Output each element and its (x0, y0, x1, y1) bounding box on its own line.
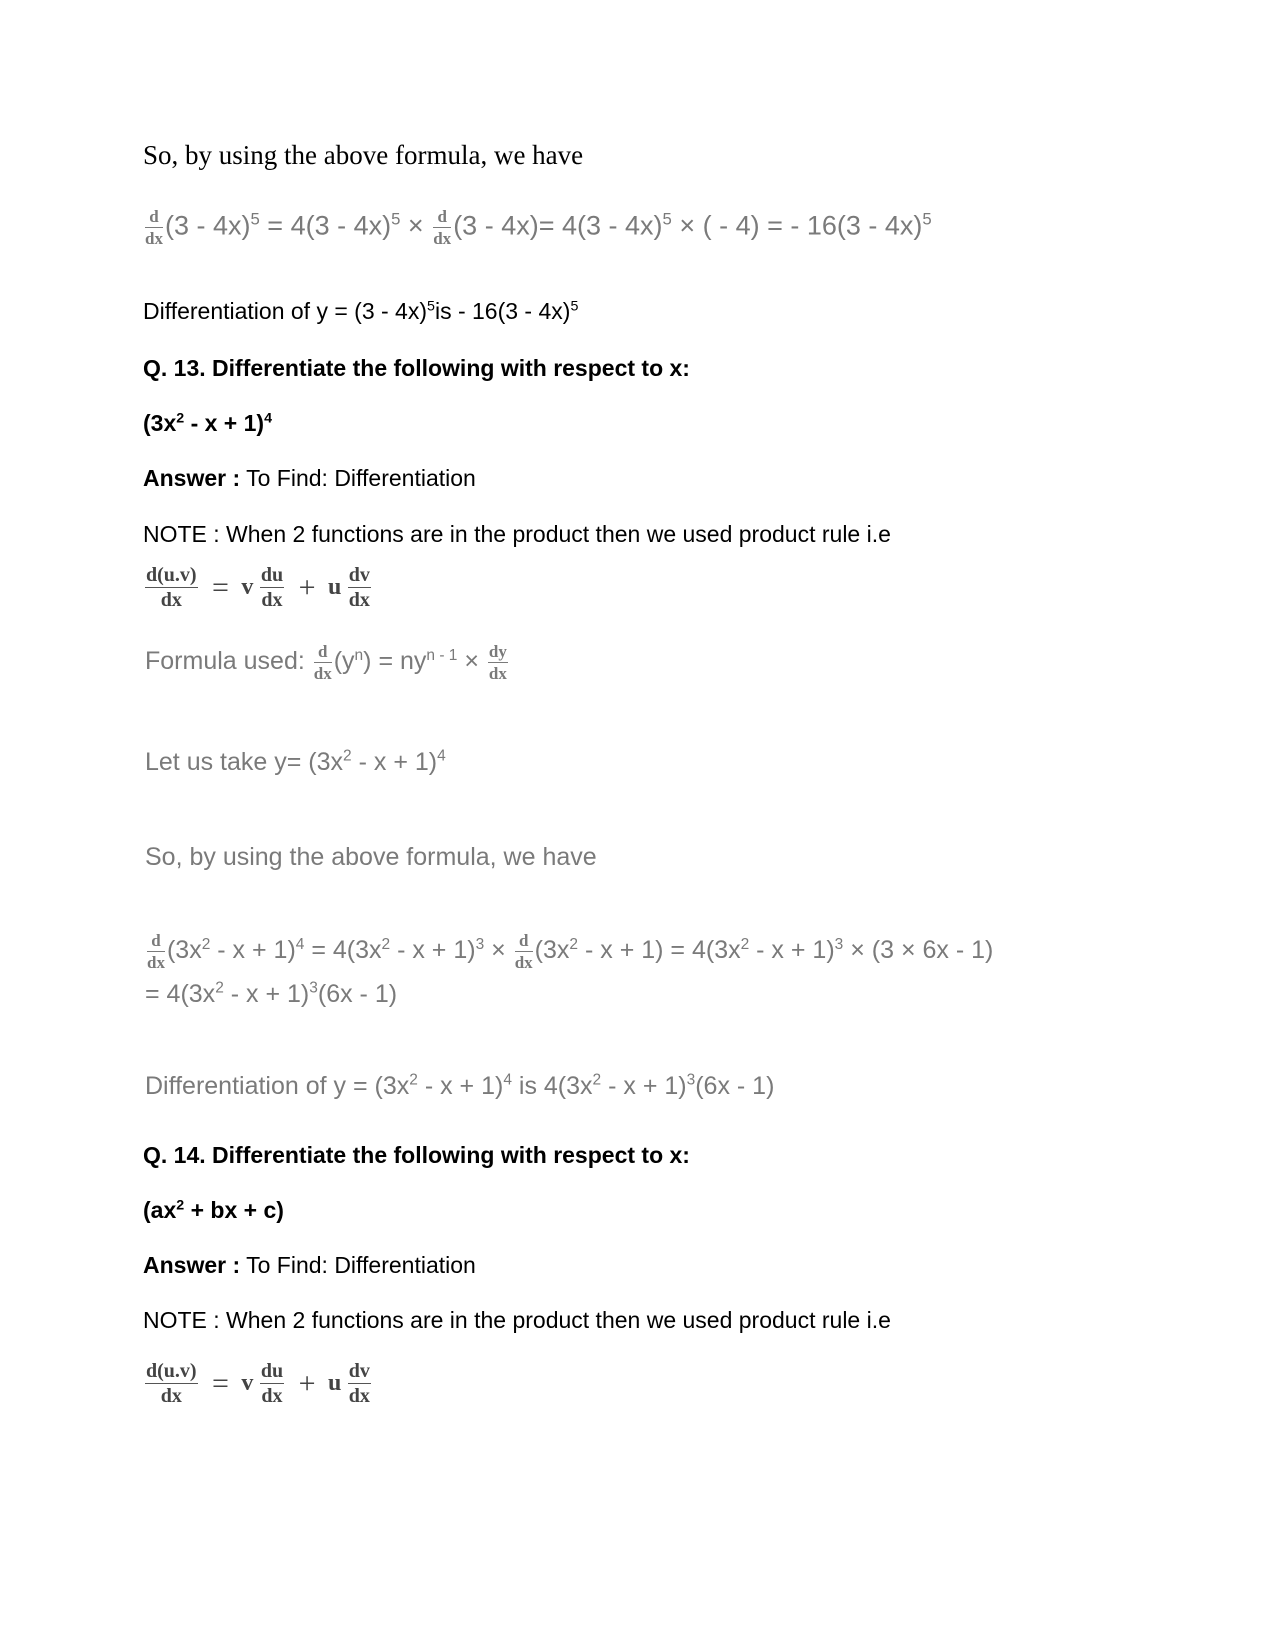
derivative-operator: $\frac{d}{dx}$ (433, 207, 452, 248)
product-rule-14: $\frac{d(u.v)}{dx}$ = v $\frac{du}{dx}$ + u $\frac{dv}{dx}$ (146, 1360, 370, 1407)
derivative-operator: $\frac{d}{dx}$ (145, 207, 163, 248)
answer-13: Answer : To Find: Differentiation (143, 465, 476, 491)
question-13-heading: Q. 13. Differentiate the following with respect to x: (143, 355, 690, 381)
so-statement-13: So, by using the above formula, we have (145, 843, 597, 871)
note-14: NOTE : When 2 functions are in the product then we used product rule i.e (143, 1307, 891, 1333)
intro-text: So, by using the above formula, we have (143, 140, 584, 170)
equation-13-line2: = $4(3x^2 - x + 1)^3(6x - 1)$ (145, 979, 398, 1008)
answer-14: Answer : To Find: Differentiation (143, 1252, 476, 1278)
formula-used-13: Formula used: $\frac{d}{dx}$ $(y^n) = ny^{n - 1}$ × $\frac{dy}{dx}$ (145, 642, 507, 683)
equation-block1: $\frac{d}{dx}$ (3 - 4x)$^5$ = 4(3 - 4x)$^5$ × $\frac{d}{dx}$ (3 - 4x)= 4(3 - 4x)$^5$ × ( - 4) = - 16(3 - 4x)$^5$ (145, 207, 932, 248)
result-block1: Differentiation of y = (3 - 4x)$^5$is - 16(3 - 4x)$^5$ (143, 298, 579, 324)
note-13: NOTE : When 2 functions are in the product then we used product rule i.e (143, 521, 891, 547)
result-13: Differentiation of $y = (3x^2 - x + 1)^4$ is $4(3x^2 - x + 1)^3(6x - 1)$ (145, 1071, 775, 1100)
product-rule-13: $\frac{d(u.v)}{dx}$ = v $\frac{du}{dx}$ + u $\frac{dv}{dx}$ (146, 564, 370, 611)
equation-13-line1: $\frac{d}{dx}$ $(3x^2 - x + 1)^4 = 4(3x^2 - x + 1)^3$ × $\frac{d}{dx}$ $(3x^2 - x + 1) = 4(3x^2 - x + 1)^3 \times (3 \times 6x - 1)$ (147, 931, 994, 972)
question-14-expression: ($ax^2$ + bx + c) (143, 1197, 284, 1223)
let-statement-13: Let us take $y= (3x^2 - x + 1)^4$ (145, 747, 446, 776)
question-13-expression: $(3x^2 - x + 1)^4$ (143, 410, 273, 436)
question-14-heading: Q. 14. Differentiate the following with respect to x: (143, 1142, 690, 1168)
